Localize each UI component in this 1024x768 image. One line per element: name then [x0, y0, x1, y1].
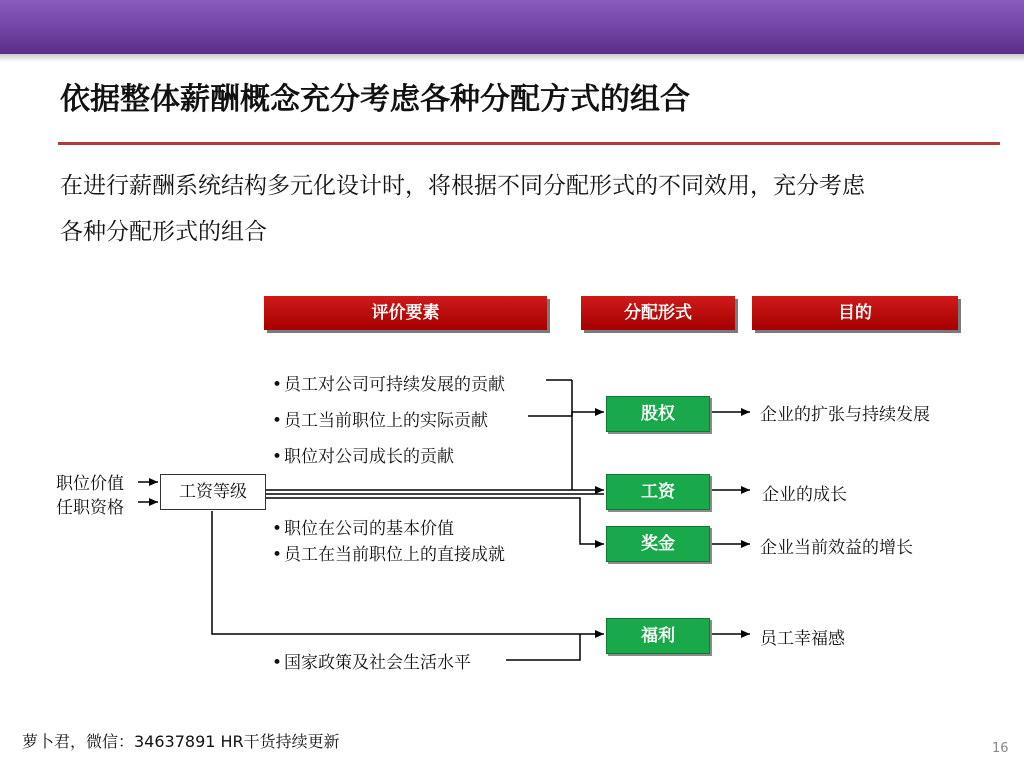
header-forms: 分配形式: [581, 296, 735, 330]
description-line-2: 各种分配形式的组合: [60, 219, 267, 245]
factor-growth-contribution: • 职位对公司成长的贡献: [272, 442, 454, 467]
goal-profit-growth: 企业当前效益的增长: [760, 538, 913, 558]
page-number: 16: [992, 741, 1009, 756]
goal-growth: 企业的成长: [762, 485, 847, 505]
form-bonus: 奖金: [606, 526, 710, 562]
header-factors: 评价要素: [264, 296, 547, 330]
factor-direct-achievement: • 员工在当前职位上的直接成就: [272, 540, 505, 565]
factor-sustainable-contribution: • 员工对公司可持续发展的贡献: [272, 370, 505, 395]
arrow-to-equity: [528, 412, 604, 416]
goal-expansion: 企业的扩张与持续发展: [760, 405, 930, 425]
salary-grade-box: 工资等级: [160, 474, 266, 510]
slide-title: 依据整体薪酬概念充分考虑各种分配方式的组合: [60, 82, 690, 117]
input-position-value: 职位价值: [56, 474, 124, 494]
form-welfare: 福利: [606, 618, 710, 654]
footer-note: 萝卜君，微信：34637891 HR干货持续更新: [22, 732, 340, 751]
line-policy-to-welfare: [506, 634, 580, 660]
form-wage: 工资: [606, 474, 710, 510]
header-goals: 目的: [752, 296, 958, 330]
form-equity: 股权: [606, 396, 710, 432]
factor-basic-value: • 职位在公司的基本价值: [272, 514, 454, 539]
factor-current-contribution: • 员工当前职位上的实际贡献: [272, 406, 488, 431]
factor-policy-living: • 国家政策及社会生活水平: [272, 648, 471, 673]
description-line-1: 在进行薪酬系统结构多元化设计时，将根据不同分配形式的不同效用，充分考虑: [60, 173, 865, 199]
goal-happiness: 员工幸福感: [760, 629, 845, 649]
input-qualification: 任职资格: [56, 498, 124, 518]
